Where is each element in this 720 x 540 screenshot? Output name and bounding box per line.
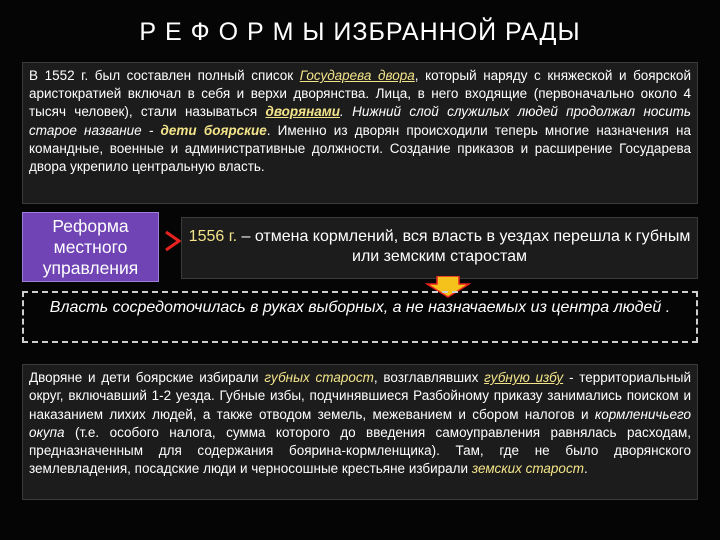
body-text: (т.е. особого налога, сумма которого до введения самоуправления равнялась расходам, предназначенным для содержания боярина-кормленщика). Там, где не было дворянского землевладения, посадские люди и черносошные крестьяне избирали <box>29 424 691 477</box>
intro-text: , который наряду с княжеской и боярской аристократией включал в себя и верхи дворянства. Лица, в него входящие (первоначально около 4 тысяч человек), стали называться <box>29 68 691 120</box>
reform-detail-box <box>181 217 698 279</box>
conclusion-box: Власть сосредоточилась в руках выборных, а не назначаемых из центра людей . <box>22 291 698 343</box>
body-text: . <box>583 461 588 477</box>
reform-label-box: Реформа местного управления <box>22 212 159 282</box>
italic-kormlenichiy-okup: кормленичьего окупа <box>29 406 691 440</box>
reform-year: 1556 г. <box>188 228 238 245</box>
local-government-text-block <box>22 364 698 500</box>
highlight-gubnye-starosty: губных старост <box>264 370 374 385</box>
highlight-dvoryane: дворянами <box>265 104 340 120</box>
red-arrow-right-icon <box>164 230 182 252</box>
highlight-deti-boyarskie: дети боярские <box>160 122 267 138</box>
highlight-gosudarev-dvor: Государева двора <box>299 68 415 83</box>
page-title: Р Е Ф О Р М Ы ИЗБРАННОЙ РАДЫ <box>139 18 581 46</box>
intro-text-block <box>22 62 698 204</box>
reform-detail-text: – отмена кормлений, вся власть в уездах перешла к губным или земским старостам <box>237 228 691 265</box>
intro-text: В 1552 г. был составлен полный список <box>29 68 300 83</box>
intro-text: . Нижний слой служилых людей продолжал носить старое название - <box>29 104 691 138</box>
body-text: , возглавлявших <box>373 370 485 385</box>
body-text: - территориальный округ, включавший 1-2 уезда. Губные избы, подчинявшиеся Разбойному приказу занимались поиском и наказанием лихих людей, а также отводом земель, межеванием и сбором налогов и <box>29 370 692 422</box>
highlight-zemskie-starosty: земских старост <box>471 461 584 477</box>
body-text: Дворяне и дети боярские избирали <box>29 370 265 385</box>
highlight-gubnaya-izba: губную избу <box>484 370 564 385</box>
intro-text: . Именно из дворян происходили теперь многие назначения на командные, военные и административные должности. Создание приказов и расширение Государева двора укрепило центральную власть. <box>29 122 691 175</box>
